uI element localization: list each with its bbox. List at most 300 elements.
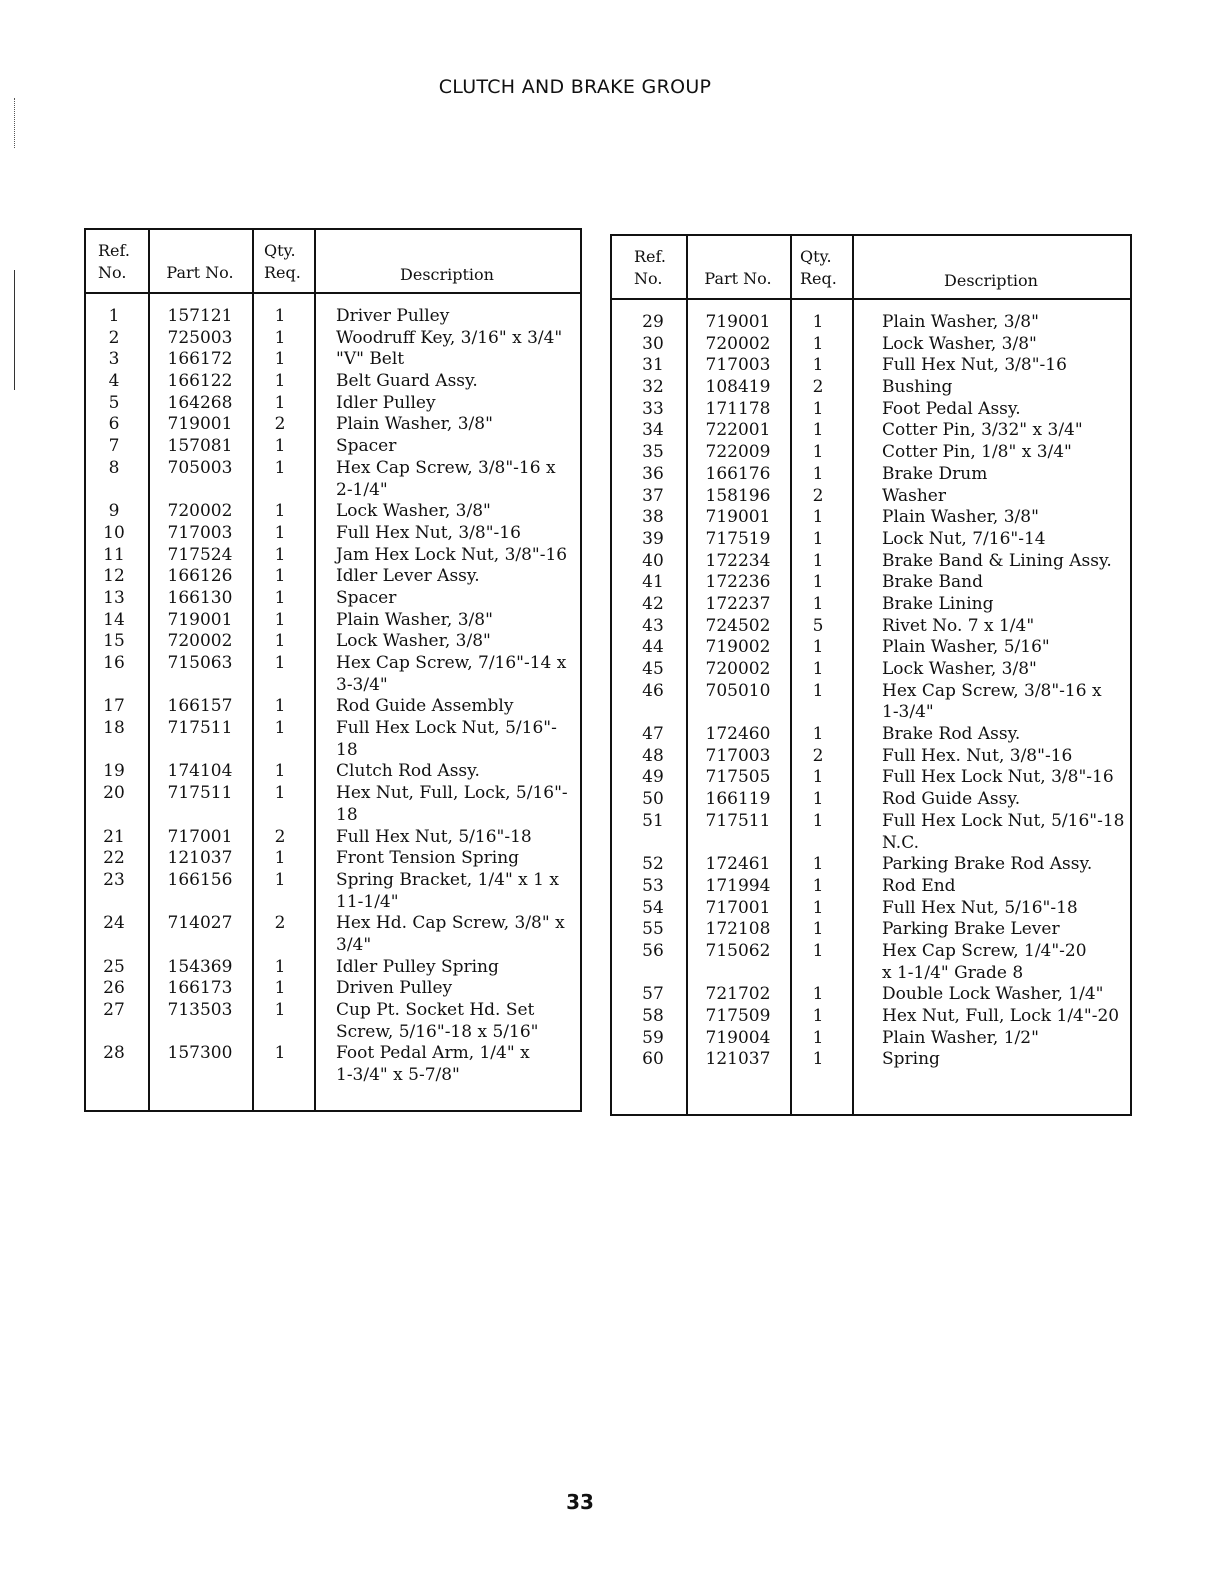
part-number: 717001 xyxy=(705,897,771,918)
quantity: 1 xyxy=(812,854,824,875)
table-row xyxy=(86,545,580,567)
ref-number: 27 xyxy=(103,1000,125,1021)
header-ref: Ref. No. xyxy=(98,241,130,282)
description: x 1-1/4" Grade 8 xyxy=(882,962,1024,983)
ref-number: 41 xyxy=(642,572,664,593)
ref-number: 23 xyxy=(103,869,125,890)
table-row xyxy=(612,1006,1130,1028)
ref-number: 32 xyxy=(642,377,664,398)
description: Lock Washer, 3/8" xyxy=(882,333,1037,354)
ref-number: 24 xyxy=(103,913,125,934)
description: "V" Belt xyxy=(336,349,405,370)
description: N.C. xyxy=(882,832,919,853)
description: Brake Rod Assy. xyxy=(882,724,1021,745)
description: Parking Brake Rod Assy. xyxy=(882,854,1093,875)
ref-number: 30 xyxy=(642,333,664,354)
ref-number: 60 xyxy=(642,1049,664,1070)
quantity: 1 xyxy=(274,306,286,326)
part-number: 717001 xyxy=(167,826,233,847)
quantity: 1 xyxy=(812,528,824,549)
part-number: 722001 xyxy=(705,420,771,441)
quantity: 1 xyxy=(812,875,824,896)
table-row xyxy=(612,898,1130,920)
ref-number: 49 xyxy=(642,767,664,788)
table-row xyxy=(612,919,1130,941)
ref-number: 21 xyxy=(103,826,125,847)
part-number: 174104 xyxy=(167,761,233,782)
table-row xyxy=(612,941,1130,984)
quantity: 1 xyxy=(274,696,286,717)
quantity: 1 xyxy=(812,919,824,940)
description: Screw, 5/16"-18 x 5/16" xyxy=(336,1021,539,1042)
quantity: 1 xyxy=(812,593,824,614)
header-qty: Qty. Req. xyxy=(264,241,301,282)
part-number: 717519 xyxy=(705,528,771,549)
description: Cup Pt. Socket Hd. Set xyxy=(336,1000,535,1021)
part-number: 172237 xyxy=(705,593,771,614)
description: Brake Drum xyxy=(882,463,988,484)
ref-number: 52 xyxy=(642,854,664,875)
ref-number: 57 xyxy=(642,984,664,1005)
table-row xyxy=(86,761,580,783)
part-number: 166157 xyxy=(167,696,233,717)
ref-number: 50 xyxy=(642,789,664,810)
table-row xyxy=(86,957,580,979)
table-row xyxy=(612,616,1130,638)
ref-number: 7 xyxy=(108,436,120,457)
ref-number: 18 xyxy=(103,718,125,739)
margin-mark xyxy=(14,98,15,148)
description: Cotter Pin, 3/32" x 3/4" xyxy=(882,420,1083,441)
part-number: 157121 xyxy=(167,306,233,326)
ref-number: 31 xyxy=(642,355,664,376)
description: Washer xyxy=(882,485,946,506)
part-number: 157081 xyxy=(167,436,233,457)
table-row xyxy=(612,442,1130,464)
quantity: 1 xyxy=(812,355,824,376)
part-number: 719004 xyxy=(705,1027,771,1048)
table-row xyxy=(612,789,1130,811)
quantity: 1 xyxy=(274,457,286,478)
table-row xyxy=(612,984,1130,1006)
part-number: 720002 xyxy=(167,631,233,652)
part-number: 719002 xyxy=(705,637,771,658)
ref-number: 59 xyxy=(642,1027,664,1048)
description: Hex Nut, Full, Lock, 5/16"- xyxy=(336,783,568,804)
description: Full Hex Nut, 3/8"-16 xyxy=(336,522,521,543)
quantity: 2 xyxy=(274,826,286,847)
quantity: 1 xyxy=(274,848,286,869)
left-rows xyxy=(86,306,580,1087)
part-number: 717003 xyxy=(167,522,233,543)
description: Lock Washer, 3/8" xyxy=(336,631,491,652)
quantity: 1 xyxy=(274,718,286,739)
table-row xyxy=(86,588,580,610)
description: Plain Washer, 5/16" xyxy=(882,637,1050,658)
description: Clutch Rod Assy. xyxy=(336,761,480,782)
quantity: 5 xyxy=(812,615,824,636)
quantity: 1 xyxy=(274,566,286,587)
part-number: 166172 xyxy=(167,349,233,370)
quantity: 1 xyxy=(812,637,824,658)
ref-number: 9 xyxy=(108,501,120,522)
table-row xyxy=(86,306,580,328)
table-row xyxy=(86,653,580,696)
table-row xyxy=(86,349,580,371)
header-ref: Ref. No. xyxy=(634,247,666,288)
quantity: 1 xyxy=(812,767,824,788)
quantity: 1 xyxy=(274,501,286,522)
ref-number: 28 xyxy=(103,1043,125,1064)
part-number: 166122 xyxy=(167,371,233,392)
description: Full Hex Lock Nut, 3/8"-16 xyxy=(882,767,1114,788)
ref-number: 8 xyxy=(108,457,120,478)
header-description: Description xyxy=(944,271,1038,290)
ref-number: 43 xyxy=(642,615,664,636)
table-row xyxy=(86,696,580,718)
part-number: 714027 xyxy=(167,913,233,934)
description: 3/4" xyxy=(336,935,372,956)
part-number: 164268 xyxy=(167,392,233,413)
description: Rod Guide Assembly xyxy=(336,696,514,717)
table-row xyxy=(612,1028,1130,1050)
ref-number: 1 xyxy=(108,306,120,326)
quantity: 1 xyxy=(274,956,286,977)
ref-number: 26 xyxy=(103,978,125,999)
description: Full Hex Nut, 5/16"-18 xyxy=(882,897,1078,918)
part-number: 720002 xyxy=(705,333,771,354)
quantity: 1 xyxy=(812,789,824,810)
ref-number: 36 xyxy=(642,463,664,484)
quantity: 1 xyxy=(812,940,824,961)
description: Rod Guide Assy. xyxy=(882,789,1021,810)
table-row xyxy=(612,637,1130,659)
description: 1-3/4" xyxy=(882,702,934,723)
description: Full Hex Lock Nut, 5/16"-18 xyxy=(882,810,1125,831)
description: Plain Washer, 3/8" xyxy=(336,414,493,435)
ref-number: 22 xyxy=(103,848,125,869)
quantity: 1 xyxy=(274,1000,286,1021)
quantity: 1 xyxy=(274,761,286,782)
quantity: 1 xyxy=(812,897,824,918)
description: 18 xyxy=(336,804,358,825)
part-number: 172236 xyxy=(705,572,771,593)
part-number: 719001 xyxy=(705,312,771,332)
part-number: 166119 xyxy=(705,789,771,810)
description: Driver Pulley xyxy=(336,306,450,326)
description: Plain Washer, 3/8" xyxy=(882,507,1039,528)
table-row xyxy=(86,393,580,415)
description: Full Hex Nut, 3/8"-16 xyxy=(882,355,1067,376)
quantity: 1 xyxy=(812,659,824,679)
part-number: 158196 xyxy=(705,485,771,506)
quantity: 1 xyxy=(812,984,824,1005)
table-row xyxy=(612,551,1130,573)
quantity: 1 xyxy=(812,420,824,441)
description: 3-3/4" xyxy=(336,674,388,695)
table-row xyxy=(86,978,580,1000)
part-number: 717511 xyxy=(705,810,771,831)
part-number: 121037 xyxy=(167,848,233,869)
table-row xyxy=(86,783,580,826)
quantity: 1 xyxy=(812,507,824,528)
ref-number: 38 xyxy=(642,507,664,528)
quantity: 1 xyxy=(274,869,286,890)
description: Brake Band & Lining Assy. xyxy=(882,550,1112,571)
ref-number: 35 xyxy=(642,442,664,463)
quantity: 2 xyxy=(274,913,286,934)
table-row xyxy=(86,631,580,653)
description: Hex Cap Screw, 3/8"-16 x xyxy=(882,680,1102,701)
ref-number: 34 xyxy=(642,420,664,441)
ref-number: 42 xyxy=(642,593,664,614)
table-row xyxy=(86,848,580,870)
ref-number: 55 xyxy=(642,919,664,940)
quantity: 1 xyxy=(274,783,286,804)
part-number: 172108 xyxy=(705,919,771,940)
description: Bushing xyxy=(882,377,953,398)
part-number: 171178 xyxy=(705,398,771,419)
description: Rivet No. 7 x 1/4" xyxy=(882,615,1035,636)
quantity: 2 xyxy=(274,414,286,435)
header-part: Part No. xyxy=(704,269,772,288)
description: Double Lock Washer, 1/4" xyxy=(882,984,1104,1005)
header-description: Description xyxy=(400,265,494,284)
ref-number: 17 xyxy=(103,696,125,717)
ref-number: 11 xyxy=(103,544,125,565)
part-number: 157300 xyxy=(167,1043,233,1064)
table-row xyxy=(612,377,1130,399)
description: Foot Pedal Arm, 1/4" x xyxy=(336,1043,530,1064)
quantity: 1 xyxy=(274,544,286,565)
ref-number: 37 xyxy=(642,485,664,506)
table-row xyxy=(86,566,580,588)
description: 1-3/4" x 5-7/8" xyxy=(336,1065,460,1086)
description: Parking Brake Lever xyxy=(882,919,1060,940)
part-number: 717511 xyxy=(167,718,233,739)
table-row xyxy=(86,328,580,350)
quantity: 1 xyxy=(274,1043,286,1064)
table-row xyxy=(86,913,580,956)
quantity: 1 xyxy=(274,392,286,413)
ref-number: 20 xyxy=(103,783,125,804)
ref-number: 54 xyxy=(642,897,664,918)
ref-number: 51 xyxy=(642,810,664,831)
part-number: 154369 xyxy=(167,956,233,977)
table-row xyxy=(86,1000,580,1043)
table-row xyxy=(612,572,1130,594)
description: Full Hex Lock Nut, 5/16"- xyxy=(336,718,557,739)
part-number: 172460 xyxy=(705,724,771,745)
quantity: 2 xyxy=(812,377,824,398)
table-row xyxy=(86,827,580,849)
parts-table-right xyxy=(610,234,1132,1116)
table-row xyxy=(612,681,1130,724)
quantity: 1 xyxy=(812,1006,824,1027)
description: Idler Lever Assy. xyxy=(336,566,480,587)
description: Woodruff Key, 3/16" x 3/4" xyxy=(336,327,563,348)
quantity: 2 xyxy=(812,745,824,766)
part-number: 719001 xyxy=(705,507,771,528)
description: Rod End xyxy=(882,875,956,896)
quantity: 1 xyxy=(274,522,286,543)
part-number: 166173 xyxy=(167,978,233,999)
quantity: 1 xyxy=(812,1027,824,1048)
ref-number: 14 xyxy=(103,609,125,630)
part-number: 719001 xyxy=(167,414,233,435)
quantity: 1 xyxy=(812,398,824,419)
quantity: 1 xyxy=(274,631,286,652)
description: Plain Washer, 1/2" xyxy=(882,1027,1039,1048)
table-row xyxy=(86,458,580,501)
table-row xyxy=(612,420,1130,442)
quantity: 1 xyxy=(274,609,286,630)
part-number: 166130 xyxy=(167,587,233,608)
page-title: CLUTCH AND BRAKE GROUP xyxy=(438,76,712,98)
description: Driven Pulley xyxy=(336,978,453,999)
quantity: 1 xyxy=(274,371,286,392)
description: Hex Cap Screw, 7/16"-14 x xyxy=(336,653,567,674)
ref-number: 25 xyxy=(103,956,125,977)
ref-number: 47 xyxy=(642,724,664,745)
ref-number: 19 xyxy=(103,761,125,782)
table-row xyxy=(612,464,1130,486)
part-number: 717003 xyxy=(705,355,771,376)
description: Spring Bracket, 1/4" x 1 x xyxy=(336,869,559,890)
ref-number: 53 xyxy=(642,875,664,896)
quantity: 1 xyxy=(812,1049,824,1070)
description: Lock Washer, 3/8" xyxy=(336,501,491,522)
description: Hex Cap Screw, 1/4"-20 xyxy=(882,940,1087,961)
quantity: 1 xyxy=(812,442,824,463)
part-number: 717505 xyxy=(705,767,771,788)
quantity: 1 xyxy=(274,653,286,674)
table-row xyxy=(612,876,1130,898)
table-row xyxy=(612,746,1130,768)
table-row xyxy=(612,507,1130,529)
table-row xyxy=(612,312,1130,334)
margin-mark xyxy=(14,270,15,390)
table-row xyxy=(612,399,1130,421)
description: Spring xyxy=(882,1049,940,1070)
quantity: 1 xyxy=(274,587,286,608)
quantity: 1 xyxy=(812,333,824,354)
ref-number: 4 xyxy=(108,371,120,392)
quantity: 1 xyxy=(274,978,286,999)
quantity: 1 xyxy=(812,572,824,593)
table-row xyxy=(86,870,580,913)
description: Hex Nut, Full, Lock 1/4"-20 xyxy=(882,1006,1120,1027)
description: Lock Washer, 3/8" xyxy=(882,659,1037,679)
part-number: 166156 xyxy=(167,869,233,890)
table-row xyxy=(86,371,580,393)
ref-number: 46 xyxy=(642,680,664,701)
ref-number: 39 xyxy=(642,528,664,549)
part-number: 705010 xyxy=(705,680,771,701)
quantity: 1 xyxy=(274,349,286,370)
header-qty: Qty. Req. xyxy=(800,247,837,288)
ref-number: 45 xyxy=(642,659,664,679)
ref-number: 13 xyxy=(103,587,125,608)
table-row xyxy=(612,724,1130,746)
right-rows xyxy=(612,312,1130,1071)
part-number: 719001 xyxy=(167,609,233,630)
part-number: 171994 xyxy=(705,875,771,896)
ref-number: 10 xyxy=(103,522,125,543)
description: Spacer xyxy=(336,587,397,608)
description: Idler Pulley xyxy=(336,392,436,413)
part-number: 717511 xyxy=(167,783,233,804)
table-row xyxy=(612,529,1130,551)
description: Belt Guard Assy. xyxy=(336,371,478,392)
table-row xyxy=(86,414,580,436)
table-row xyxy=(612,334,1130,356)
parts-table-left xyxy=(84,228,582,1112)
description: Hex Hd. Cap Screw, 3/8" x xyxy=(336,913,565,934)
part-number: 717524 xyxy=(167,544,233,565)
part-number: 172461 xyxy=(705,854,771,875)
description: 18 xyxy=(336,739,358,760)
description: Plain Washer, 3/8" xyxy=(336,609,493,630)
part-number: 724502 xyxy=(705,615,771,636)
table-row xyxy=(612,355,1130,377)
quantity: 1 xyxy=(812,550,824,571)
part-number: 108419 xyxy=(705,377,771,398)
ref-number: 56 xyxy=(642,940,664,961)
table-row xyxy=(612,594,1130,616)
part-number: 121037 xyxy=(705,1049,771,1070)
part-number: 720002 xyxy=(705,659,771,679)
quantity: 1 xyxy=(812,680,824,701)
part-number: 717003 xyxy=(705,745,771,766)
table-row xyxy=(86,523,580,545)
ref-number: 33 xyxy=(642,398,664,419)
quantity: 1 xyxy=(274,327,286,348)
part-number: 722009 xyxy=(705,442,771,463)
description: Brake Band xyxy=(882,572,983,593)
part-number: 720002 xyxy=(167,501,233,522)
quantity: 2 xyxy=(812,485,824,506)
page-number: 33 xyxy=(566,1490,594,1514)
table-row xyxy=(86,610,580,632)
ref-number: 6 xyxy=(108,414,120,435)
part-number: 717509 xyxy=(705,1006,771,1027)
description: Foot Pedal Assy. xyxy=(882,398,1021,419)
table-row xyxy=(612,486,1130,508)
description: Front Tension Spring xyxy=(336,848,520,869)
description: Idler Pulley Spring xyxy=(336,956,499,977)
part-number: 172234 xyxy=(705,550,771,571)
description: Full Hex. Nut, 3/8"-16 xyxy=(882,745,1073,766)
part-number: 715063 xyxy=(167,653,233,674)
table-row xyxy=(86,1043,580,1086)
ref-number: 5 xyxy=(108,392,120,413)
part-number: 166126 xyxy=(167,566,233,587)
description: Brake Lining xyxy=(882,593,994,614)
ref-number: 12 xyxy=(103,566,125,587)
quantity: 1 xyxy=(812,810,824,831)
quantity: 1 xyxy=(274,436,286,457)
part-number: 725003 xyxy=(167,327,233,348)
ref-number: 3 xyxy=(108,349,120,370)
ref-number: 40 xyxy=(642,550,664,571)
part-number: 166176 xyxy=(705,463,771,484)
ref-number: 58 xyxy=(642,1006,664,1027)
description: Spacer xyxy=(336,436,397,457)
description: 2-1/4" xyxy=(336,479,388,500)
part-number: 715062 xyxy=(705,940,771,961)
quantity: 1 xyxy=(812,724,824,745)
